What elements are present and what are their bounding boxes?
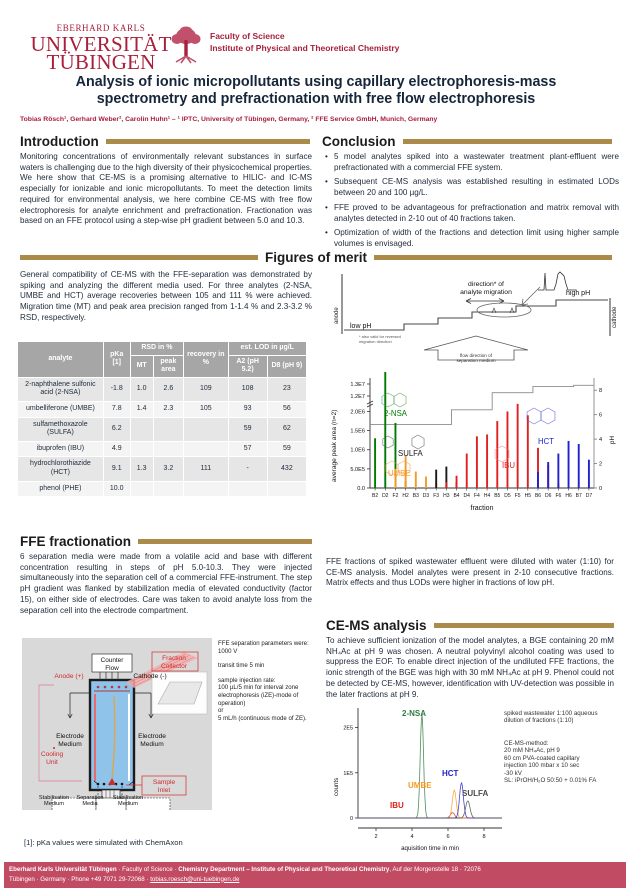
- th-rsd: RSD in %: [130, 342, 183, 356]
- heading-rule: [374, 255, 612, 260]
- section-heading-figures-of-merit: [20, 250, 612, 265]
- page-title: Analysis of ionic micropollutants using capillary electrophoresis-mass spectrometry and prefractionation with free flow electrophoresis: [75, 74, 557, 107]
- svg-text:* also valid for reversed: * also valid for reversed: [359, 334, 401, 339]
- svg-text:UMBE: UMBE: [408, 781, 432, 790]
- svg-text:Electrode: Electrode: [56, 733, 84, 740]
- heading-rule: [138, 539, 312, 544]
- svg-text:D6: D6: [544, 493, 552, 499]
- cell-recovery: [184, 481, 228, 497]
- cell-peak-area: 2.3: [153, 401, 184, 417]
- cell-pka: 10.0: [103, 481, 130, 497]
- svg-text:counts: counts: [333, 777, 340, 796]
- svg-text:B2: B2: [372, 493, 379, 499]
- cems-electropherogram: [330, 700, 510, 860]
- list-item: • Optimization of width of the fractions and detection limit using higher sample volumes is envisaged.: [334, 228, 619, 249]
- cems-method-voltage: -30 kV: [504, 769, 522, 777]
- svg-text:8: 8: [482, 834, 486, 840]
- svg-text:5.0E5: 5.0E5: [350, 466, 365, 473]
- cell-lod-d8: 59: [267, 441, 306, 457]
- cems-method-title: CE-MS-method:: [504, 740, 549, 747]
- svg-text:SULFA: SULFA: [462, 789, 489, 798]
- cems-method-sheathliquid: SL: iPrOH/H₂O 50:50 + 0.01% FA: [504, 777, 597, 785]
- svg-text:Flow: Flow: [105, 665, 119, 672]
- cell-lod-a2: 57: [228, 441, 267, 457]
- footer-address: , Auf der Morgenstelle 18 · 72076: [389, 866, 481, 873]
- footer-contact: Tübingen · Germany · Phone +49 7071 29-72068 ·: [9, 875, 151, 883]
- cell-lod-d8: 56: [267, 401, 306, 417]
- heading-rule: [403, 139, 613, 144]
- footer-email[interactable]: tobias.roesch@uni-tuebingen.de: [150, 875, 240, 883]
- table-row: [18, 441, 307, 457]
- table-row: [18, 457, 307, 481]
- svg-text:H6: H6: [565, 493, 572, 499]
- svg-text:6: 6: [446, 834, 450, 840]
- logo-line-2: UNIVERSITÄT: [30, 32, 172, 56]
- svg-text:D5: D5: [504, 493, 511, 499]
- cell-recovery: [184, 417, 228, 441]
- cell-mt: [130, 481, 153, 497]
- table-row: [18, 417, 307, 441]
- footer-univ: Eberhard Karls Universität Tübingen: [9, 866, 117, 873]
- authors-line: [20, 116, 612, 123]
- poster-footer: [4, 862, 626, 888]
- cell-peak-area: 2.6: [153, 377, 184, 401]
- svg-text:Electrode: Electrode: [138, 733, 166, 740]
- svg-text:B7: B7: [575, 493, 582, 499]
- svg-text:2.0E6: 2.0E6: [350, 409, 365, 416]
- svg-text:HCT: HCT: [538, 437, 555, 446]
- cems-analysis-text: To achieve sufficient ionization of the model analytes, a BGE containing 20 mM NH₄Ac at pH 9 was chosen. A neutral polyvinyl alcohol coating was used to suppress the EOF. To enable direct injection of the undiluted FFE fractions, the ionic strength of the BGE was high with 30 mM NH₄Ac at pH 9. Phenol could not be detected by CE-MS, however, identification with UV-detection was possible in the later fractions at pH 9.: [326, 636, 614, 699]
- svg-text:migration direction: migration direction: [359, 339, 392, 344]
- cell-recovery: 109: [184, 377, 228, 401]
- svg-text:0.0: 0.0: [357, 486, 365, 492]
- svg-text:flow direction of: flow direction of: [460, 353, 492, 358]
- cell-pka: 6.2: [103, 417, 130, 441]
- cell-pka: -1.8: [103, 377, 130, 401]
- cems-method-bge: 20 mM NH₄Ac, pH 9: [504, 747, 560, 755]
- table-row: [18, 401, 307, 417]
- svg-text:4: 4: [599, 437, 603, 444]
- svg-text:separation medium: separation medium: [456, 358, 496, 363]
- institute-label: Institute of Physical and Theoretical Chemistry: [210, 43, 400, 53]
- cell-lod-a2: [228, 481, 267, 497]
- svg-text:0: 0: [350, 816, 353, 822]
- svg-text:B4: B4: [453, 493, 460, 499]
- svg-text:analyte migration: analyte migration: [460, 289, 512, 296]
- svg-text:F4: F4: [473, 493, 480, 499]
- faculty-label: Faculty of Science: [210, 31, 285, 41]
- svg-text:Sample: Sample: [152, 779, 176, 786]
- ffe-param-ize: 100 µL/5 min for interval zone electrophoresis (iZE)-mode of operation): [218, 684, 299, 707]
- svg-text:fraction: fraction: [470, 505, 494, 512]
- svg-text:pH: pH: [609, 436, 616, 444]
- section-heading-cems-analysis: [326, 618, 614, 633]
- svg-text:direction* of: direction* of: [468, 281, 504, 288]
- separation-media-label: Separation Media: [76, 795, 104, 807]
- th-pka: pKa [1]: [103, 342, 130, 378]
- cell-mt: [130, 417, 153, 441]
- svg-text:0: 0: [599, 486, 603, 492]
- cell-lod-a2: -: [228, 457, 267, 481]
- th-lod-d8: D8 (pH 9): [267, 355, 306, 377]
- ffe-params-title: FFE separation parameters were:: [218, 640, 309, 647]
- th-mt: MT: [130, 355, 153, 377]
- cell-pka: 9.1: [103, 457, 130, 481]
- svg-text:Collector: Collector: [160, 663, 188, 670]
- th-peak-area: peak area: [153, 355, 184, 377]
- svg-text:aquisition time in min: aquisition time in min: [401, 845, 459, 852]
- section-heading-introduction: [20, 134, 310, 149]
- th-analyte: analyte: [18, 342, 104, 378]
- svg-text:Counter: Counter: [100, 657, 124, 664]
- svg-text:low pH: low pH: [350, 323, 372, 330]
- cell-lod-d8: 62: [267, 417, 306, 441]
- ffe-instrument-diagram: [22, 638, 212, 810]
- cems-method-capillary: 60 cm PVA-coated capillary: [504, 754, 580, 762]
- cems-method-injection: injection 100 mbar x 10 sec: [504, 762, 580, 770]
- svg-text:8: 8: [599, 388, 603, 395]
- svg-text:2-NSA: 2-NSA: [384, 409, 407, 418]
- cell-analyte: umbelliferone (UMBE): [18, 401, 104, 417]
- cems-sample-note: spiked wastewater 1:100 aqueous dilution of fractions (1:10): [504, 710, 598, 725]
- footer-dept: Chemistry Department – Institute of Physical and Theoretical Chemistry: [178, 866, 390, 873]
- svg-text:F2: F2: [392, 493, 399, 499]
- cell-lod-a2: 108: [228, 377, 267, 401]
- cell-recovery: 111: [184, 457, 228, 481]
- cell-analyte: sulfamethoxazole (SULFA): [18, 417, 104, 441]
- footer-sep-a: · Faculty of Science ·: [116, 866, 179, 873]
- table-header-row: [18, 342, 307, 356]
- heading-rule: [106, 139, 310, 144]
- table-row: [18, 377, 307, 401]
- svg-text:Medium: Medium: [140, 741, 164, 748]
- svg-text:HCT: HCT: [442, 769, 459, 778]
- section-heading-conclusion: [322, 134, 612, 149]
- heading-rule: [434, 623, 614, 628]
- ffe-param-voltage: 1000 V: [218, 647, 238, 655]
- th-lod: est. LOD in µg/L: [228, 342, 307, 356]
- introduction-heading: Introduction: [20, 134, 99, 149]
- svg-text:Cathode (-): Cathode (-): [133, 673, 167, 680]
- th-recovery: recovery in %: [184, 342, 228, 378]
- svg-text:2E5: 2E5: [343, 725, 353, 732]
- logo-line-3: TÜBINGEN: [46, 50, 156, 74]
- cell-analyte: 2-naphthalene sulfonic acid (2-NSA): [18, 377, 104, 401]
- list-item: • FFE proved to be advantageous for prefractionation and matrix removal with analytes detected in 2-10 out of 40 fractions taken.: [334, 203, 619, 224]
- svg-text:D2: D2: [382, 493, 389, 499]
- svg-text:Medium: Medium: [58, 741, 82, 748]
- ffe-param-transit: transit time 5 min: [218, 662, 265, 670]
- svg-text:Anode (+): Anode (+): [54, 673, 84, 680]
- cems-analysis-heading: CE-MS analysis: [326, 618, 427, 633]
- cell-lod-a2: 59: [228, 417, 267, 441]
- svg-text:1.5E6: 1.5E6: [350, 428, 365, 435]
- svg-text:IBU: IBU: [390, 801, 404, 810]
- ffe-separation-parameters: [218, 640, 318, 722]
- table-row: [18, 481, 307, 497]
- faculty-block: [210, 30, 399, 54]
- cell-recovery: [184, 441, 228, 457]
- svg-text:Fraction: Fraction: [162, 655, 186, 662]
- cell-lod-a2: 93: [228, 401, 267, 417]
- cell-pka: 7.8: [103, 401, 130, 417]
- poster-header: [0, 0, 630, 74]
- section-heading-ffe-fractionation: [20, 534, 312, 549]
- svg-text:B6: B6: [534, 493, 542, 499]
- ffe-param-injrate-label: sample injection rate:: [218, 676, 276, 684]
- svg-text:SULFA: SULFA: [398, 449, 423, 458]
- cell-analyte: phenol (PHE): [18, 481, 104, 497]
- introduction-text: Monitoring concentrations of environmentally relevant substances in surface waters is challenging due to the high diversity of their physicochemical properties. We here show that CE-MS is a promising alternative to HILIC- and IC-MS especially for ionizable and ionic micropollutants. To meet the detection limits required for environmental analysis, we here combine CE-MS with free flow electrophoresis for analyte enrichment and prefractionation. Fractionation was based on an FFE protocol using a step-wise pH gradient between 5.0 and 10.3.: [20, 152, 312, 226]
- svg-text:F5: F5: [514, 493, 521, 499]
- svg-text:2: 2: [374, 834, 378, 840]
- list-item: • Subsequent CE-MS analysis was established resulting in estimated LODs between 20 and 100 µg/L.: [334, 177, 619, 198]
- svg-text:H2: H2: [402, 493, 409, 499]
- university-logo: [26, 24, 176, 73]
- svg-text:H3: H3: [443, 493, 450, 499]
- cell-recovery: 105: [184, 401, 228, 417]
- list-item: • 5 model analytes spiked into a wastewater treatment plant-effluent were prefractionated with a commercial FFE system.: [334, 152, 619, 173]
- heading-rule: [20, 255, 258, 260]
- svg-text:1.3E7: 1.3E7: [350, 382, 365, 388]
- cell-analyte: ibuprofen (IBU): [18, 441, 104, 457]
- svg-text:cathode: cathode: [612, 306, 618, 328]
- svg-text:1.0E6: 1.0E6: [350, 447, 365, 454]
- svg-text:H5: H5: [524, 493, 532, 499]
- svg-text:H4: H4: [483, 493, 491, 499]
- cell-mt: [130, 441, 153, 457]
- svg-text:6: 6: [599, 412, 603, 419]
- stabilisation-medium-right-label: Stabilisation Medium: [112, 795, 144, 807]
- ffe-fractionation-heading: FFE fractionation: [20, 534, 131, 549]
- ffe-fractionation-text: 6 separation media were made from a volatile acid and base with different concentration resulting in steps of pH 5.0-10.3. They were injected simultaneously into the separation cell of a commercial FFE-instrument. The step pH gradient was flanked by stabilization media of elevated conductivity (factor 15), on either side of electrodes. Care was taken to avoid analyte loss from the separation cell into the electrode compartment.: [20, 552, 312, 615]
- svg-text:average peak area (n=2): average peak area (n=2): [331, 409, 338, 482]
- cell-mt: 1.3: [130, 457, 153, 481]
- cell-peak-area: 3.2: [153, 457, 184, 481]
- cell-lod-d8: 432: [267, 457, 306, 481]
- fraction-bar-chart: [326, 372, 626, 532]
- svg-text:F6: F6: [555, 493, 562, 499]
- svg-text:D4: D4: [463, 493, 470, 499]
- cell-lod-d8: 23: [267, 377, 306, 401]
- ffe-param-or: or: [218, 707, 224, 715]
- ffe-ph-gradient-scheme: [326, 268, 626, 373]
- stabilisation-medium-left-label: Stabilisation Medium: [38, 795, 70, 807]
- cell-pka: 4.9: [103, 441, 130, 457]
- svg-text:UMBE: UMBE: [388, 469, 411, 478]
- svg-text:Unit: Unit: [46, 759, 58, 766]
- cell-mt: 1.4: [130, 401, 153, 417]
- figures-of-merit-heading: Figures of merit: [265, 250, 368, 265]
- figures-of-merit-text: General compatibility of CE-MS with the FFE-separation was demonstrated by spiking and analyzing the different media used. For three analytes (2-NSA, UMBE and HCT) average recoveries between 105 and 111 % were achieved. Migration time (MT) and peak area precision ranged from 1-1.4 % and 2.3-3.2 % RSD, respectively.: [20, 270, 312, 322]
- cell-peak-area: [153, 417, 184, 441]
- ffe-param-continuous: 5 mL/h (continuous mode of ZE).: [218, 714, 307, 722]
- cell-peak-area: [153, 441, 184, 457]
- cell-peak-area: [153, 481, 184, 497]
- cell-mt: 1.0: [130, 377, 153, 401]
- conclusion-bullets: [324, 152, 619, 254]
- svg-text:D3: D3: [422, 493, 430, 499]
- university-crest-icon: [168, 26, 204, 64]
- figures-of-merit-table: [17, 341, 307, 497]
- svg-text:anode: anode: [334, 307, 340, 324]
- conclusion-heading: Conclusion: [322, 134, 396, 149]
- svg-text:IBU: IBU: [502, 461, 515, 470]
- th-lod-a2: A2 (pH 5.2): [228, 355, 267, 377]
- svg-text:1.2E7: 1.2E7: [350, 394, 365, 400]
- cell-analyte: hydrochlorothiazide (HCT): [18, 457, 104, 481]
- svg-text:1E5: 1E5: [343, 770, 353, 777]
- authors-text: Tobias Rösch¹, Gerhard Weber², Carolin Huhn¹ – ¹ IPTC, University of Tübingen, Germany, ² FFE Service GmbH, Munich, Germany: [20, 116, 438, 123]
- svg-text:F3: F3: [433, 493, 440, 499]
- svg-text:D7: D7: [585, 493, 593, 499]
- ffe-fraction-caption: FFE fractions of spiked wastewater effluent were diluted with water (1:10) for CE-MS analysis. Model analytes were present in 2-10 consecutive fractions. Matrix effects and thus LODs were higher in fractions of low pH.: [326, 557, 614, 588]
- reference-note: [1]: pKa values were simulated with ChemAxon: [24, 838, 183, 847]
- cell-lod-d8: [267, 481, 306, 497]
- logo-line-1: EBERHARD KARLS: [56, 23, 146, 33]
- svg-text:2-NSA: 2-NSA: [402, 709, 427, 718]
- cems-method-block: [504, 740, 614, 784]
- svg-text:2: 2: [599, 461, 603, 468]
- svg-text:Cooling: Cooling: [40, 751, 64, 758]
- svg-text:high pH: high pH: [566, 290, 591, 297]
- svg-text:4: 4: [410, 834, 414, 840]
- svg-text:B3: B3: [412, 493, 419, 499]
- svg-text:B5: B5: [494, 493, 501, 499]
- svg-text:Inlet: Inlet: [157, 787, 171, 794]
